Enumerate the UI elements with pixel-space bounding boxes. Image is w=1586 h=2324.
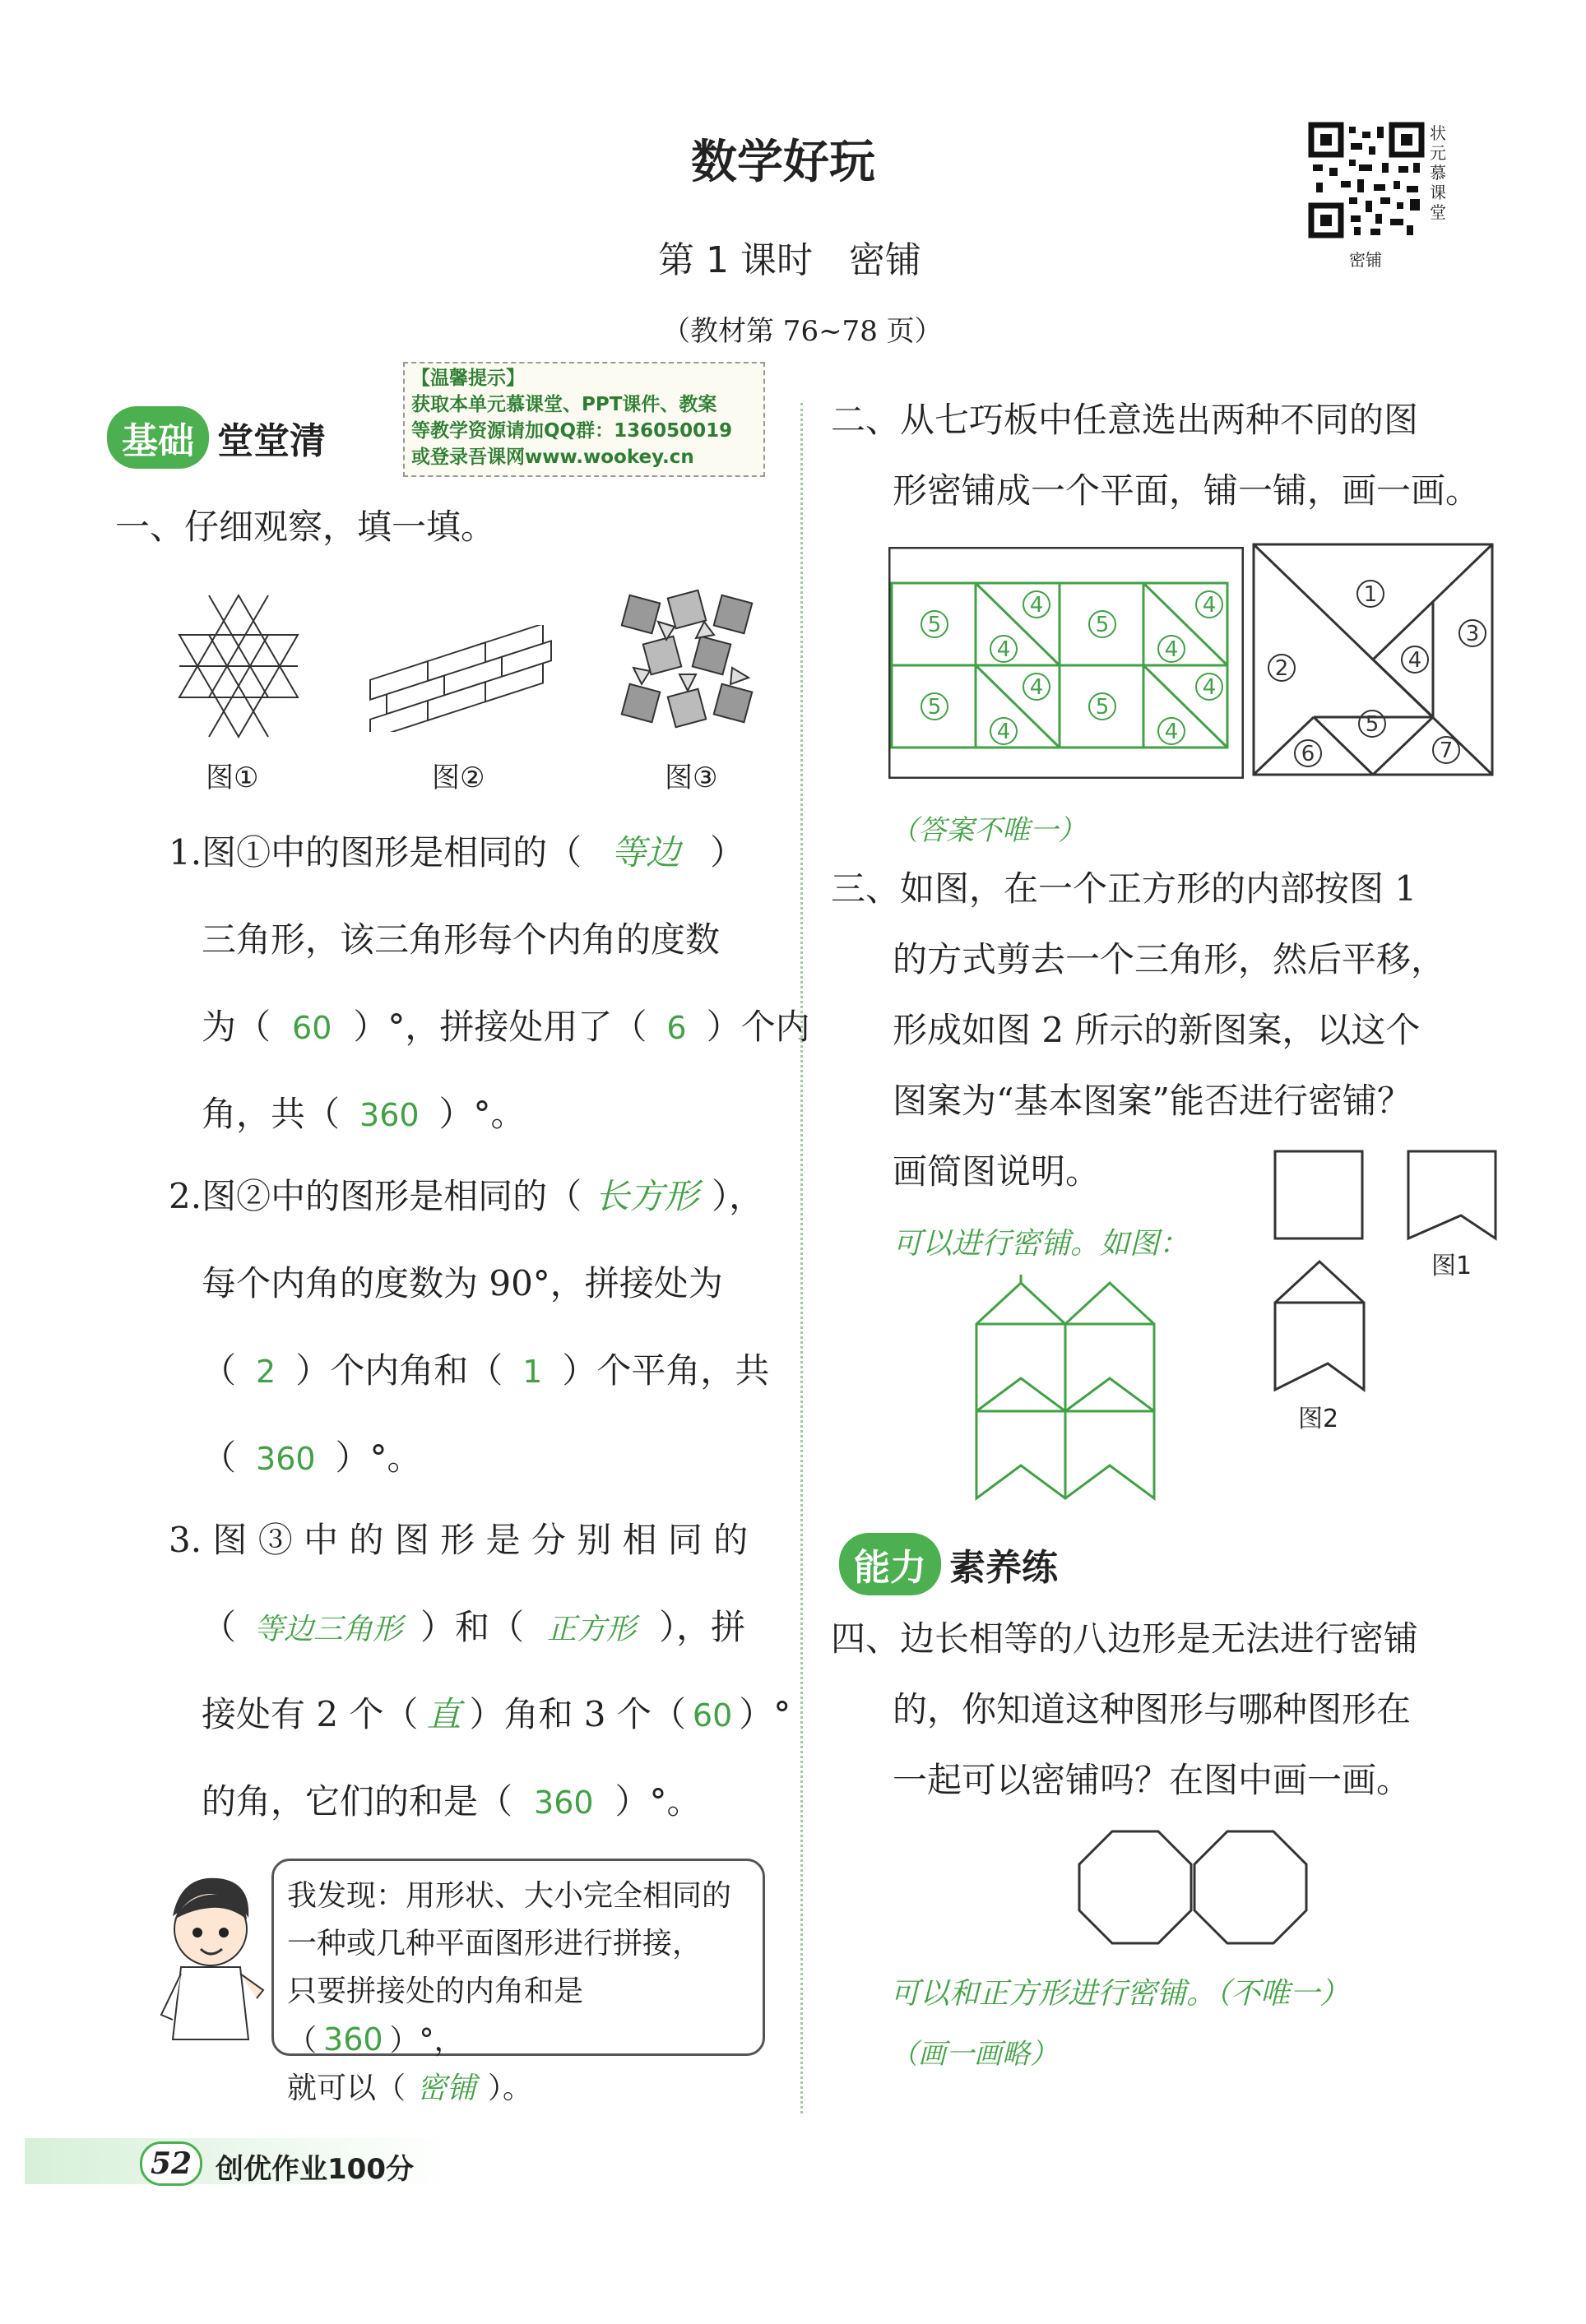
answer-blank[interactable]: 6 [666, 1010, 687, 1046]
q4-line: 的，你知道这种图形与哪种图形在 [893, 1689, 1412, 1729]
q1-p1-line: 角，共（ 360 ）°。 [202, 1094, 526, 1134]
circled-number-label: 5 [1365, 712, 1380, 737]
answer-blank[interactable]: 正方形 [547, 1613, 637, 1646]
qr-label: 密铺 [1349, 250, 1382, 270]
answer-blank[interactable]: 360 [534, 1785, 594, 1821]
q3-line: 三、如图，在一个正方形的内部按图 1 [831, 868, 1417, 909]
q2-answer-note: （答案不唯一） [890, 814, 1086, 847]
answer-blank[interactable]: 1 [522, 1354, 543, 1390]
discovery-bubble [271, 1859, 765, 2105]
q3-line: 图案为“基本图案”能否进行密铺？ [893, 1081, 1412, 1121]
qr-code[interactable] [1308, 122, 1425, 238]
figure-1-star [173, 592, 304, 740]
page-title: 数学好玩 [691, 136, 875, 189]
tip-line: 获取本单元慕课堂、PPT课件、教案 [411, 394, 717, 415]
answer-blank[interactable]: 直 [426, 1694, 461, 1734]
circled-number-label: 7 [1439, 738, 1454, 763]
q1-p3-line: （ 等边三角形 ）和（ 正方形 ），拼 [202, 1607, 746, 1647]
q4-answer-2: （画一画略） [890, 2038, 1058, 2071]
circled-number-label: 1 [1363, 582, 1378, 607]
tip-line: 等教学资源请加QQ群：136050019 [411, 420, 733, 442]
q4-octagons[interactable] [1078, 1830, 1308, 1953]
q4-line: 四、边长相等的八边形是无法进行密铺 [831, 1618, 1419, 1659]
book-title: 创优作业100分 [216, 2153, 414, 2186]
circled-number-label: 5 [927, 695, 942, 720]
figure-caption: 图③ [665, 762, 718, 794]
q2-tangram-figure [1252, 543, 1494, 776]
q1-p1-line: 为（ 60 ）°，拼接处用了（ 6 ）个内 [202, 1007, 810, 1047]
textbook-pages: （教材第 76~78 页） [662, 315, 943, 348]
answer-blank[interactable]: 60 [292, 1010, 332, 1046]
answer-blank[interactable]: 密铺 [417, 2072, 477, 2105]
page-number: 52 [140, 2141, 202, 2186]
answer-blank[interactable]: 360 [323, 2021, 383, 2058]
q1-p1-line: 1.图①中的图形是相同的（ 等边 ） [169, 832, 745, 873]
circled-number-label: 4 [1407, 648, 1422, 673]
q1-p2-line: （ 360 ）°。 [202, 1437, 422, 1478]
badge-text: 素养练 [949, 1547, 1058, 1589]
boy-illustration [148, 1867, 271, 2056]
section-badge-ability [839, 1533, 1058, 1595]
qr-side-label: 状元慕课堂 [1430, 123, 1446, 222]
answer-blank[interactable]: 60 [692, 1697, 733, 1734]
section-badge-basic [107, 406, 326, 469]
q3-answer: 可以进行密铺。如图： [893, 1227, 1190, 1261]
q3-line: 画简图说明。 [893, 1151, 1101, 1192]
circled-number-label: 4 [1029, 593, 1044, 618]
badge-pill: 能力 [839, 1533, 941, 1595]
figure-2-bricks [362, 625, 559, 732]
badge-text: 堂堂清 [217, 420, 326, 462]
figure-caption: 图2 [1298, 1405, 1339, 1433]
answer-blank[interactable]: 2 [256, 1354, 276, 1390]
circled-number-label: 5 [927, 613, 942, 637]
q3-answer-tiling[interactable] [975, 1275, 1164, 1505]
q3-line: 形成如图 2 所示的新图案，以这个 [893, 1010, 1421, 1050]
q2-line: 形密铺成一个平面，铺一铺，画一画。 [893, 470, 1481, 511]
figure-caption: 图1 [1431, 1252, 1472, 1280]
bubble-line: 只要拼接处的内角和是（ 360 ）°， [287, 1974, 584, 2058]
answer-blank[interactable]: 等边三角形 [254, 1613, 403, 1646]
q1-p2-line: 每个内角的度数为 90°，拼接处为 [202, 1263, 723, 1303]
answer-blank[interactable]: 等边 [611, 832, 681, 873]
q1-p1-line: 三角形，该三角形每个内角的度数 [202, 919, 721, 960]
q1-p3-line: 3. 图 ③ 中 的 图 形 是 分 别 相 同 的 [169, 1520, 749, 1560]
column-divider [800, 403, 803, 2113]
q2-tiling-figure [888, 547, 1244, 779]
tip-head: 【温馨提示】 [411, 368, 525, 389]
circled-number-label: 4 [996, 637, 1011, 662]
q4-line: 一起可以密铺吗？在图中画一画。 [893, 1760, 1412, 1800]
circled-number-label: 4 [1164, 637, 1179, 662]
circled-number-label: 4 [1202, 593, 1217, 618]
circled-number-label: 4 [996, 720, 1011, 744]
badge-pill: 基础 [107, 406, 209, 469]
answer-blank[interactable]: 长方形 [595, 1176, 699, 1216]
bubble-line: 我发现：用形状、大小完全相同的 [287, 1879, 732, 1913]
bubble-line: 就可以（ 密铺 ）。 [287, 2072, 533, 2105]
circled-number-label: 4 [1029, 675, 1044, 700]
answer-blank[interactable]: 360 [256, 1441, 316, 1477]
question-1-heading: 一、仔细观察，填一填。 [115, 507, 496, 547]
circled-number-label: 3 [1465, 622, 1480, 646]
circled-number-label: 2 [1274, 656, 1289, 681]
q2-line: 二、从七巧板中任意选出两种不同的图 [831, 400, 1419, 440]
figure-caption: 图② [432, 762, 485, 794]
figure-caption: 图① [206, 762, 259, 794]
q1-p3-line: 接处有 2 个（ 直 ）角和 3 个（ 60 ）° [202, 1694, 791, 1734]
q1-p2-line: （ 2 ）个内角和（ 1 ）个平角，共 [202, 1350, 770, 1391]
figure-3-tiling [617, 589, 765, 740]
bubble-line: 一种或几种平面图形进行拼接， [287, 1927, 703, 1961]
circled-number-label: 6 [1301, 742, 1315, 766]
tip-line: 或登录吾课网www.wookey.cn [411, 447, 694, 468]
q1-p3-line: 的角，它们的和是（ 360 ）°。 [202, 1781, 702, 1822]
tip-box [403, 362, 765, 477]
answer-blank[interactable]: 360 [359, 1097, 420, 1133]
q1-p2-line: 2.图②中的图形是相同的（ 长方形 ）， [169, 1176, 764, 1216]
circled-number-label: 4 [1202, 675, 1217, 700]
circled-number-label: 4 [1164, 720, 1179, 744]
q4-answer: 可以和正方形进行密铺。（不唯一） [890, 1977, 1350, 2011]
q3-figures [1267, 1150, 1505, 1421]
circled-number-label: 5 [1095, 695, 1110, 720]
circled-number-label: 5 [1095, 613, 1110, 637]
lesson-title: 第 1 课时 密铺 [658, 239, 921, 281]
q3-line: 的方式剪去一个三角形，然后平移， [893, 939, 1446, 979]
